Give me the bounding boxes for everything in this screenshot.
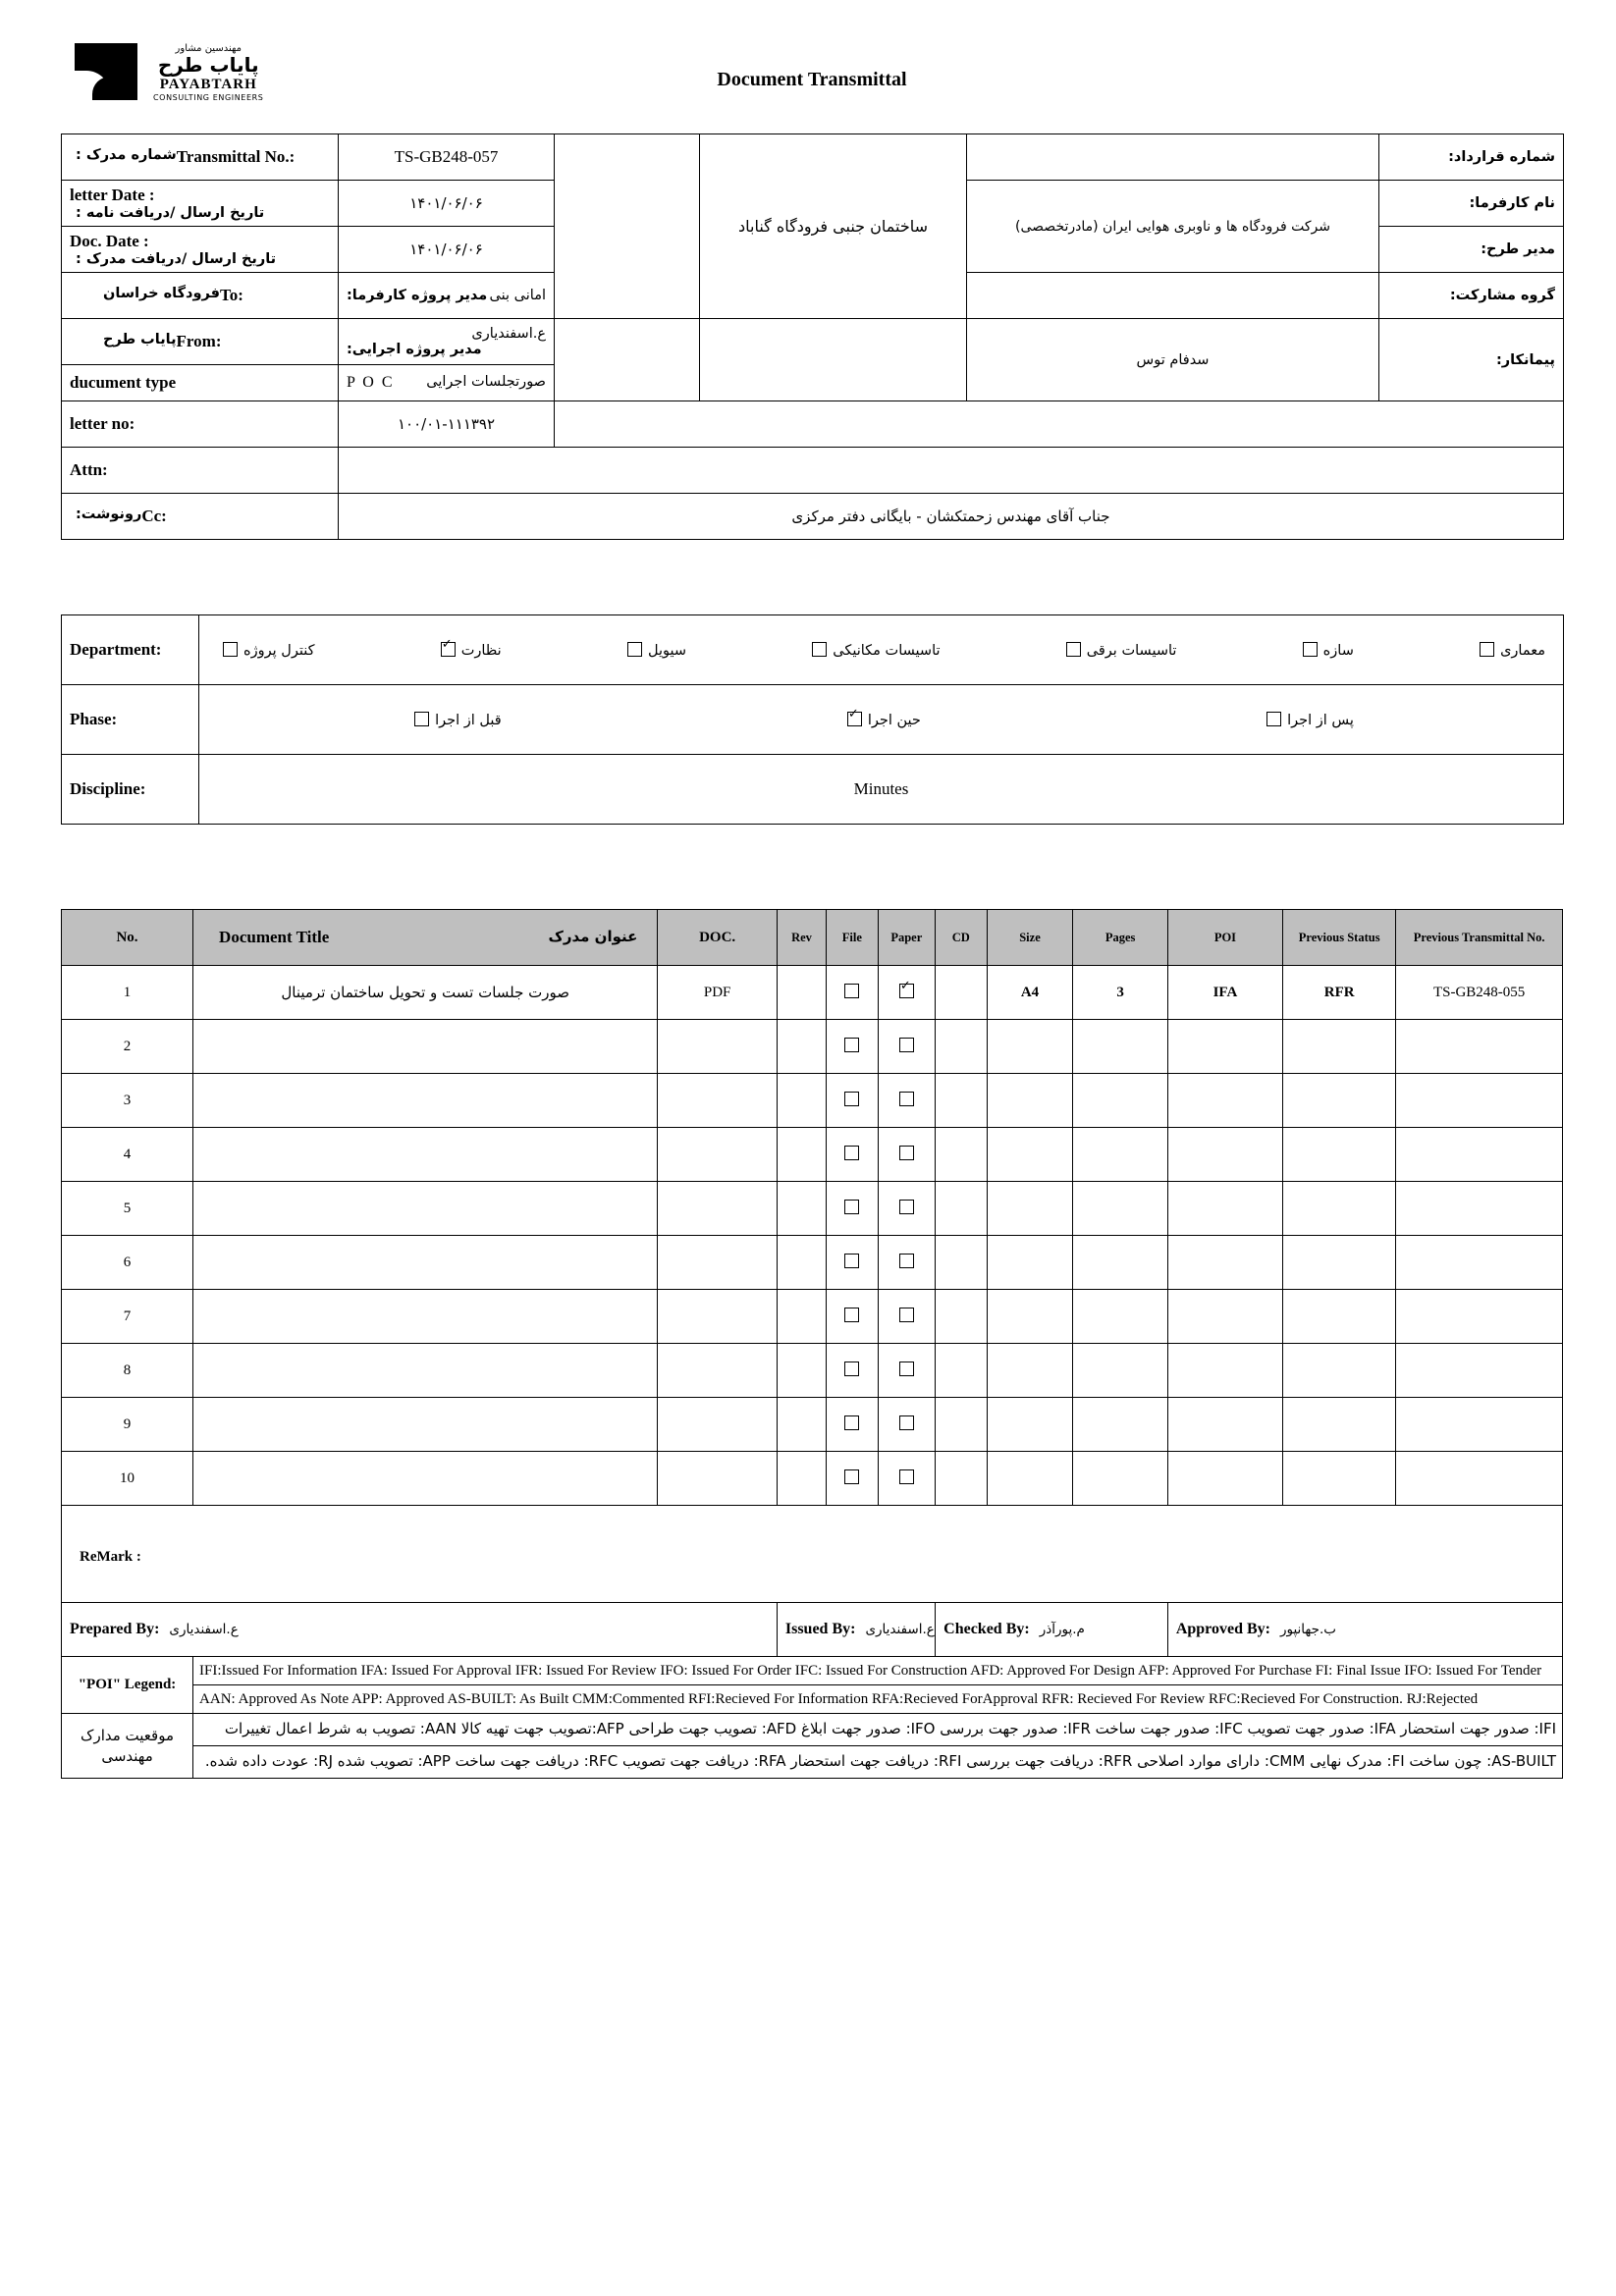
logo-persian-name: پایاب طرح	[157, 53, 259, 78]
legend-line-4: AS-BUILT: چون ساخت FI: مدرک نهایی CMM: دارای موارد اصلاحی RFR: دریافت جهت بررسی RFI: دریافت جهت استحضار RFA: دریافت جهت تصویب RFC: دریافت جهت ساخت APP: تصویب شده RJ: عودت داده شده.	[193, 1746, 1563, 1779]
row-cd	[936, 1236, 987, 1290]
jv-value	[967, 273, 1379, 319]
row-file-checkbox[interactable]	[827, 1128, 878, 1182]
col-previous-transmittal-no: Previous Transmittal No.	[1396, 910, 1563, 966]
row-paper-checkbox-box[interactable]	[899, 1038, 914, 1052]
discipline-label: Discipline:	[62, 755, 199, 825]
row-title	[193, 1344, 658, 1398]
row-doc	[658, 1290, 777, 1344]
logo-persian-top: مهندسین مشاور	[175, 42, 242, 54]
row-no: 9	[62, 1398, 193, 1452]
row-rev	[777, 966, 826, 1020]
row-doc	[658, 1236, 777, 1290]
spacer-left-2	[555, 319, 700, 401]
row-file-checkbox[interactable]	[827, 1344, 878, 1398]
letter-date-value: ۱۴۰۱/۰۶/۰۶	[339, 181, 555, 227]
transmittal-no-label-fa: شماره مدرک :	[76, 147, 177, 163]
row-rev	[777, 1128, 826, 1182]
logo-latin-name: PAYABTARH	[159, 77, 257, 93]
row-previous-status	[1283, 1236, 1396, 1290]
to-value: فرودگاه خراسان	[103, 286, 220, 301]
dept-option-memari[interactable]: معماری	[1474, 642, 1545, 659]
checkbox-mechanical[interactable]	[812, 642, 827, 657]
row-cd	[936, 1344, 987, 1398]
ducument-type-code: P O C	[347, 374, 395, 391]
row-title	[193, 1452, 658, 1506]
row-previous-transmittal-no	[1396, 1344, 1563, 1398]
row-paper-checkbox[interactable]	[878, 1398, 936, 1452]
contractor-value: سدفام توس	[967, 319, 1379, 401]
row-file-checkbox-box[interactable]	[844, 984, 859, 998]
department-label: Department:	[62, 615, 199, 685]
col-pages: Pages	[1073, 910, 1167, 966]
col-title	[193, 910, 658, 966]
row-doc	[658, 1074, 777, 1128]
to-label: To: فرودگاه خراسان	[62, 273, 339, 319]
col-paper: Paper	[878, 910, 936, 966]
discipline-value: Minutes	[199, 755, 1564, 825]
checkbox-electrical[interactable]	[1066, 642, 1081, 657]
transmittal-no-value: TS-GB248-057	[339, 134, 555, 181]
spacer-left	[555, 134, 700, 319]
row-file-checkbox[interactable]	[827, 966, 878, 1020]
employer-value: شرکت فرودگاه ها و ناوبری هوایی ایران (مادرتخصصی)	[967, 181, 1379, 273]
row-doc	[658, 1452, 777, 1506]
row-cd	[936, 1290, 987, 1344]
row-doc	[658, 1182, 777, 1236]
row-doc: PDF	[658, 966, 777, 1020]
legend-title: "POI" Legend:	[62, 1657, 193, 1714]
phase-label: Phase:	[62, 685, 199, 755]
table-row	[62, 966, 1563, 1020]
row-poi	[1167, 1452, 1282, 1506]
row-rev	[777, 1290, 826, 1344]
row-file-checkbox-box[interactable]	[844, 1254, 859, 1268]
row-no: 4	[62, 1128, 193, 1182]
row-size	[987, 1290, 1073, 1344]
row-rev	[777, 1020, 826, 1074]
table-row	[62, 448, 1564, 494]
row-pages	[1073, 1128, 1167, 1182]
prepared-by-label: Prepared By:	[70, 1621, 160, 1637]
row-poi	[1167, 1398, 1282, 1452]
contract-no-value	[967, 134, 1379, 181]
table-row	[62, 1290, 1563, 1344]
row-size	[987, 1020, 1073, 1074]
table-row	[62, 755, 1564, 825]
row-previous-transmittal-no	[1396, 1074, 1563, 1128]
col-size: Size	[987, 910, 1073, 966]
table-row	[62, 1182, 1563, 1236]
row-doc	[658, 1020, 777, 1074]
table-row	[62, 1398, 1563, 1452]
row-rev	[777, 1182, 826, 1236]
contract-no-label: شماره قرارداد:	[1379, 134, 1564, 181]
attn-label: Attn:	[62, 448, 339, 494]
row-paper-checkbox[interactable]	[878, 1452, 936, 1506]
row-pages	[1073, 1236, 1167, 1290]
letter-no-value: ۱۰۰/۰۱-۱۱۱۳۹۲	[339, 401, 555, 448]
phase-options	[199, 685, 1564, 755]
ducument-type-value	[339, 365, 555, 401]
table-header-row	[62, 910, 1563, 966]
approved-by-cell	[1167, 1603, 1562, 1657]
row-paper-checkbox-box[interactable]	[899, 1415, 914, 1430]
checkbox-sazeh[interactable]	[1303, 642, 1318, 657]
doc-date-value: ۱۴۰۱/۰۶/۰۶	[339, 227, 555, 273]
row-paper-checkbox[interactable]	[878, 1344, 936, 1398]
row-cd	[936, 1128, 987, 1182]
table-row	[62, 615, 1564, 685]
row-previous-status: RFR	[1283, 966, 1396, 1020]
row-file-checkbox[interactable]	[827, 1398, 878, 1452]
row-previous-transmittal-no	[1396, 1452, 1563, 1506]
row-rev	[777, 1236, 826, 1290]
row-file-checkbox-box[interactable]	[844, 1308, 859, 1322]
row-size	[987, 1452, 1073, 1506]
row-pages	[1073, 1290, 1167, 1344]
checkbox-civil[interactable]	[627, 642, 642, 657]
checkbox-memari[interactable]	[1480, 642, 1494, 657]
transmittal-no-label: Transmittal No.: شماره مدرک :	[62, 134, 339, 181]
contractor-label: پیمانکار:	[1379, 319, 1564, 401]
row-size	[987, 1182, 1073, 1236]
row-previous-transmittal-no: TS-GB248-055	[1396, 966, 1563, 1020]
row-doc	[658, 1398, 777, 1452]
legend-row-1	[62, 1657, 1563, 1685]
row-size	[987, 1236, 1073, 1290]
col-previous-status: Previous Status	[1283, 910, 1396, 966]
row-no: 6	[62, 1236, 193, 1290]
row-file-checkbox[interactable]	[827, 1182, 878, 1236]
row-size	[987, 1074, 1073, 1128]
spacer-mid-2	[700, 319, 967, 401]
project-name: ساختمان جنبی فرودگاه گناباد	[700, 134, 967, 319]
exec-pm-label: مدیر پروژه اجرایی:	[347, 342, 482, 357]
department-options	[199, 615, 1564, 685]
row-size	[987, 1128, 1073, 1182]
cc-label-fa: رونوشت:	[76, 507, 142, 522]
page-title: Document Transmittal	[717, 69, 907, 90]
row-file-checkbox-box[interactable]	[844, 1362, 859, 1376]
row-pages	[1073, 1182, 1167, 1236]
col-title-en: Document Title	[219, 928, 330, 946]
checkbox-phase-after[interactable]	[1266, 712, 1281, 726]
checked-by-value: م.پورآذر	[1039, 1622, 1085, 1637]
row-poi	[1167, 1236, 1282, 1290]
row-file-checkbox[interactable]	[827, 1236, 878, 1290]
row-file-checkbox[interactable]	[827, 1020, 878, 1074]
doc-date-label-fa: تاریخ ارسال /دریافت مدرک :	[76, 251, 277, 267]
dept-option-project-control[interactable]: کنترل پروژه	[217, 642, 314, 659]
row-paper-checkbox-box[interactable]	[899, 1200, 914, 1214]
row-cd	[936, 966, 987, 1020]
from-value: پایاب طرح	[103, 332, 177, 347]
row-paper-checkbox[interactable]	[878, 1128, 936, 1182]
row-title	[193, 1236, 658, 1290]
checked-by-cell	[936, 1603, 1168, 1657]
row-no: 3	[62, 1074, 193, 1128]
row-no: 8	[62, 1344, 193, 1398]
col-poi: POI	[1167, 910, 1282, 966]
table-row	[62, 685, 1564, 755]
from-label: From: پایاب طرح	[62, 319, 339, 365]
letter-date-label: letter Date : تاریخ ارسال /دریافت نامه :	[62, 181, 339, 227]
col-file: File	[827, 910, 878, 966]
ducument-type-label: ducument type	[62, 365, 339, 401]
row-poi	[1167, 1182, 1282, 1236]
row-file-checkbox-box[interactable]	[844, 1146, 859, 1160]
row-previous-transmittal-no	[1396, 1236, 1563, 1290]
remark-row	[62, 1506, 1563, 1603]
row-cd	[936, 1074, 987, 1128]
ducument-type-value-fa: صورتجلسات اجرایی	[426, 374, 546, 390]
row-cd	[936, 1398, 987, 1452]
row-previous-transmittal-no	[1396, 1398, 1563, 1452]
employer-label: نام کارفرما:	[1379, 181, 1564, 227]
col-no: No.	[62, 910, 193, 966]
exec-pm	[339, 319, 555, 365]
row-no: 2	[62, 1020, 193, 1074]
row-no: 1	[62, 966, 193, 1020]
legend-line-3: IFI: صدور جهت استحضار IFA: صدور جهت تصویب IFC: صدور جهت ساخت IFR: صدور جهت بررسی IFO: صدور جهت ابلاغ AFD: تصویب جهت طراحی AFP:تصویب جهت تهیه کالا AAN: تصویب به شرط اعمال تغییرات	[193, 1714, 1563, 1746]
row-previous-transmittal-no	[1396, 1182, 1563, 1236]
row-paper-checkbox-box[interactable]	[899, 984, 914, 998]
row-pages	[1073, 1398, 1167, 1452]
row-title	[193, 1128, 658, 1182]
documents-table	[61, 909, 1563, 1779]
row-file-checkbox[interactable]	[827, 1074, 878, 1128]
row-poi	[1167, 1128, 1282, 1182]
row-cd	[936, 1452, 987, 1506]
jv-label: گروه مشارکت:	[1379, 273, 1564, 319]
row-pages	[1073, 1344, 1167, 1398]
cc-label: Cc: رونوشت:	[62, 494, 339, 540]
table-row	[62, 1236, 1563, 1290]
attn-value	[339, 448, 1564, 494]
remark-label: ReMark :	[80, 1548, 141, 1565]
table-row	[62, 1074, 1563, 1128]
row-paper-checkbox[interactable]	[878, 1020, 936, 1074]
exec-pm-value: ع.اسفندیاری	[471, 326, 546, 342]
phase-option-before[interactable]: قبل از اجرا	[408, 712, 502, 728]
issued-by-label: Issued By:	[784, 1621, 856, 1637]
legend-line-1: IFI:Issued For Information IFA: Issued For Approval IFR: Issued For Review IFO: Issued For Order IFC: Issued For Construction AFD: Approved For Design AFP: Approved For Purchase FI: Final Issue IFO: Issued For Tender	[193, 1657, 1563, 1685]
row-file-checkbox-box[interactable]	[844, 1038, 859, 1052]
dept-option-sazeh[interactable]: سازه	[1297, 642, 1354, 659]
row-previous-status	[1283, 1344, 1396, 1398]
row-cd	[936, 1182, 987, 1236]
row-paper-checkbox[interactable]	[878, 1290, 936, 1344]
signature-row	[62, 1603, 1563, 1657]
row-cd	[936, 1020, 987, 1074]
row-previous-status	[1283, 1452, 1396, 1506]
row-file-checkbox-box[interactable]	[844, 1200, 859, 1214]
row-pages: 3	[1073, 966, 1167, 1020]
logo-latin-sub: CONSULTING ENGINEERS	[153, 93, 264, 103]
row-previous-status	[1283, 1398, 1396, 1452]
row-previous-transmittal-no	[1396, 1128, 1563, 1182]
table-row	[62, 134, 1564, 181]
row-previous-transmittal-no	[1396, 1290, 1563, 1344]
legend-row-4	[62, 1746, 1563, 1779]
row-poi	[1167, 1020, 1282, 1074]
row-title	[193, 1074, 658, 1128]
row-pages	[1073, 1452, 1167, 1506]
row-previous-status	[1283, 1182, 1396, 1236]
table-row	[62, 401, 1564, 448]
prepared-by-value: ع.اسفندیاری	[169, 1622, 239, 1637]
spacer-right	[555, 401, 1564, 448]
remark-cell	[62, 1506, 1563, 1603]
row-paper-checkbox-box[interactable]	[899, 1146, 914, 1160]
dept-option-supervision[interactable]: نظارت✓	[435, 642, 502, 659]
prepared-by-cell	[62, 1603, 778, 1657]
row-previous-status	[1283, 1128, 1396, 1182]
legend-line-2: AAN: Approved As Note APP: Approved AS-BUILT: As Built CMM:Commented RFI:Recieved For Information RFA:Recieved ForApproval RFR: Recieved For Review RFC:Recieved For Construction. RJ:Rejected	[193, 1685, 1563, 1714]
col-doc: DOC.	[658, 910, 777, 966]
employer-pm-label: مدیر پروژه کارفرما:	[347, 288, 488, 303]
row-poi	[1167, 1074, 1282, 1128]
issued-by-cell	[777, 1603, 935, 1657]
checked-by-label: Checked By:	[943, 1621, 1030, 1637]
legend-row-3	[62, 1714, 1563, 1746]
table-row	[62, 494, 1564, 540]
row-doc	[658, 1344, 777, 1398]
page-header	[61, 37, 1563, 128]
col-rev: Rev	[777, 910, 826, 966]
dept-option-civil[interactable]: سیویل	[621, 642, 686, 659]
row-doc	[658, 1128, 777, 1182]
employer-pm	[339, 273, 555, 319]
row-file-checkbox-box[interactable]	[844, 1469, 859, 1484]
row-rev	[777, 1344, 826, 1398]
row-previous-status	[1283, 1074, 1396, 1128]
row-file-checkbox-box[interactable]	[844, 1415, 859, 1430]
row-no: 5	[62, 1182, 193, 1236]
row-paper-checkbox-box[interactable]	[899, 1469, 914, 1484]
table-row	[62, 1020, 1563, 1074]
row-title	[193, 1182, 658, 1236]
row-no: 10	[62, 1452, 193, 1506]
row-file-checkbox-box[interactable]	[844, 1092, 859, 1106]
letter-no-label: letter no:	[62, 401, 339, 448]
row-paper-checkbox[interactable]	[878, 1182, 936, 1236]
legend-side-label: موقعیت مدارک مهندسی	[62, 1714, 193, 1779]
row-previous-status	[1283, 1020, 1396, 1074]
row-poi	[1167, 1344, 1282, 1398]
checkbox-supervision[interactable]	[441, 642, 456, 657]
approved-by-label: Approved By:	[1175, 1621, 1270, 1637]
phase-option-during[interactable]: حین اجرا✓	[841, 712, 921, 728]
row-no: 7	[62, 1290, 193, 1344]
row-poi	[1167, 1290, 1282, 1344]
employer-pm-value: امانی بنی	[489, 288, 546, 303]
letter-date-label-fa: تاریخ ارسال /دریافت نامه :	[76, 205, 265, 221]
checkbox-phase-during[interactable]	[847, 712, 862, 726]
table-row	[62, 1344, 1563, 1398]
row-file-checkbox[interactable]	[827, 1290, 878, 1344]
row-title	[193, 1020, 658, 1074]
row-title	[193, 1398, 658, 1452]
row-paper-checkbox-box[interactable]	[899, 1308, 914, 1322]
issued-by-value: ع.اسفندیاری	[865, 1622, 935, 1637]
approved-by-value: ب.جهانپور	[1279, 1622, 1336, 1637]
table-row	[62, 319, 1564, 365]
row-size	[987, 1398, 1073, 1452]
dept-option-electrical[interactable]: تاسیسات برقی	[1060, 642, 1177, 659]
doc-date-label: Doc. Date : تاریخ ارسال /دریافت مدرک :	[62, 227, 339, 273]
cc-value: جناب آقای مهندس زحمتکشان - بایگانی دفتر مرکزی	[339, 494, 1564, 540]
col-cd: CD	[936, 910, 987, 966]
row-paper-checkbox[interactable]	[878, 966, 936, 1020]
row-poi: IFA	[1167, 966, 1282, 1020]
row-paper-checkbox-box[interactable]	[899, 1254, 914, 1268]
row-title: صورت جلسات تست و تحویل ساختمان ترمینال	[193, 966, 658, 1020]
legend-row-2	[62, 1685, 1563, 1714]
row-rev	[777, 1074, 826, 1128]
phase-option-after[interactable]: پس از اجرا	[1261, 712, 1354, 728]
row-title	[193, 1290, 658, 1344]
project-manager-label: مدیر طرح:	[1379, 227, 1564, 273]
col-title-fa: عنوان مدرک	[548, 928, 638, 945]
dept-option-mechanical[interactable]: تاسیسات مکانیکی	[806, 642, 940, 659]
row-size: A4	[987, 966, 1073, 1020]
row-previous-status	[1283, 1290, 1396, 1344]
table-row	[62, 1452, 1563, 1506]
row-rev	[777, 1452, 826, 1506]
table-row	[62, 1128, 1563, 1182]
transmittal-info-table	[61, 133, 1564, 540]
row-paper-checkbox[interactable]	[878, 1074, 936, 1128]
row-paper-checkbox-box[interactable]	[899, 1362, 914, 1376]
checkbox-project-control[interactable]	[223, 642, 238, 657]
row-pages	[1073, 1074, 1167, 1128]
row-pages	[1073, 1020, 1167, 1074]
department-table	[61, 614, 1564, 825]
row-size	[987, 1344, 1073, 1398]
row-file-checkbox[interactable]	[827, 1452, 878, 1506]
row-rev	[777, 1398, 826, 1452]
checkbox-phase-before[interactable]	[414, 712, 429, 726]
row-paper-checkbox-box[interactable]	[899, 1092, 914, 1106]
row-previous-transmittal-no	[1396, 1020, 1563, 1074]
row-paper-checkbox[interactable]	[878, 1236, 936, 1290]
